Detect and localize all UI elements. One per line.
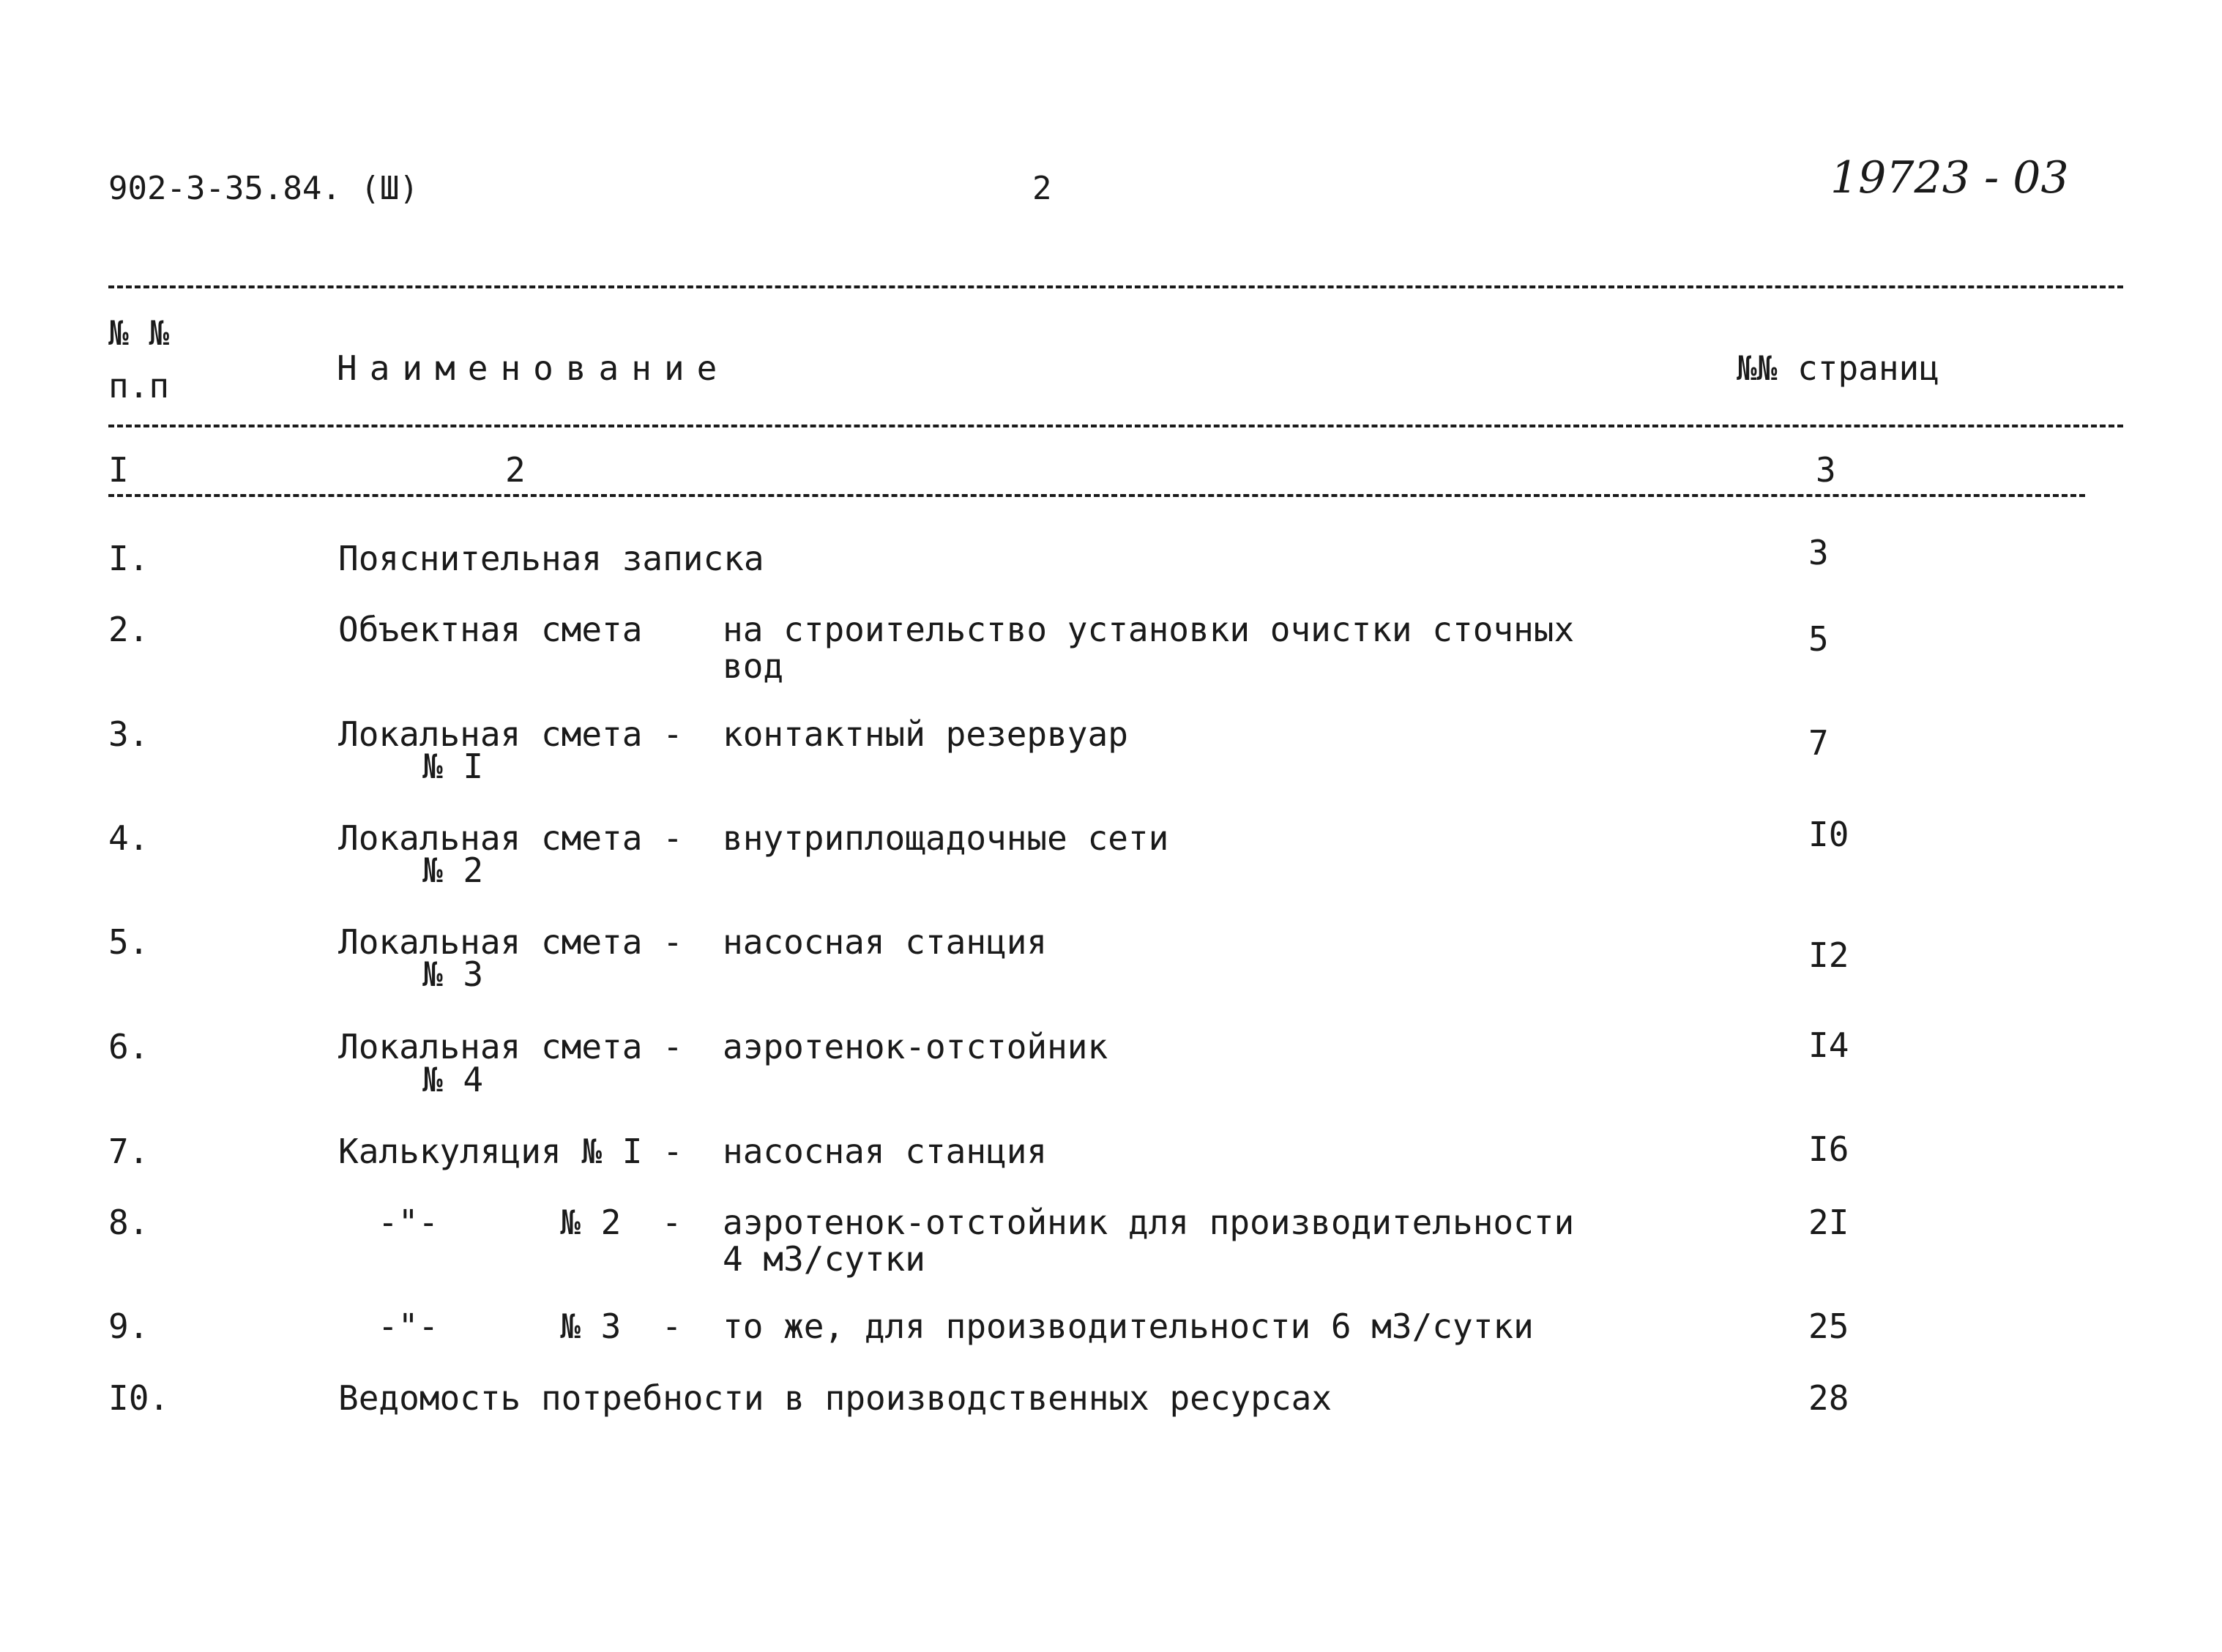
row-subnumber: № I <box>422 747 484 786</box>
row-number: 3. <box>108 714 149 754</box>
row-page: 2I <box>1808 1203 1849 1242</box>
row-page: 5 <box>1808 619 1829 659</box>
row-description: внутриплощадочные сети <box>723 818 1169 858</box>
table-index-rule <box>108 494 2085 497</box>
table-header-rule <box>108 425 2123 427</box>
row-page: 7 <box>1808 723 1829 763</box>
row-description: то же, для производительности 6 м3/сутки <box>723 1307 1534 1346</box>
row-number: 2. <box>108 610 149 649</box>
row-description: насосная станция <box>723 922 1048 962</box>
row-title: -"- № 2 - <box>378 1203 682 1242</box>
row-description: аэротенок-отстойник <box>723 1027 1108 1066</box>
row-title: -"- № 3 - <box>378 1307 682 1346</box>
row-page: 28 <box>1808 1378 1849 1418</box>
row-number: 4. <box>108 818 149 858</box>
row-title: Объектная смета <box>338 610 643 649</box>
col-num-header-line2: п.п <box>108 366 170 405</box>
row-page: I6 <box>1808 1129 1849 1169</box>
row-description: контактный резервуар <box>723 714 1128 754</box>
row-number: 7. <box>108 1132 149 1171</box>
page-number: 2 <box>1032 170 1052 207</box>
row-title: Ведомость потребности в производственных ресурсах <box>338 1378 1332 1418</box>
row-number: I0. <box>108 1378 170 1418</box>
row-description: насосная станция <box>723 1132 1048 1171</box>
document-code: 902-3-35.84. (Ш) <box>108 170 419 207</box>
handwritten-number: 19723 - 03 <box>1830 152 2069 203</box>
row-page: I0 <box>1808 815 1849 854</box>
row-number: I. <box>108 539 149 578</box>
row-page: I2 <box>1808 935 1849 975</box>
row-number: 8. <box>108 1203 149 1242</box>
row-number: 6. <box>108 1027 149 1066</box>
row-description: на строительство установки очистки сточных <box>723 610 1575 649</box>
row-page: 25 <box>1808 1307 1849 1346</box>
col-name-header: Наименование <box>337 348 730 388</box>
row-subnumber: № 4 <box>422 1060 484 1099</box>
row-description-cont: 4 м3/сутки <box>723 1239 925 1279</box>
row-title: Калькуляция № I - <box>338 1132 683 1171</box>
row-subnumber: № 3 <box>422 954 484 994</box>
row-page: I4 <box>1808 1025 1849 1065</box>
row-subnumber: № 2 <box>422 851 484 890</box>
col-pages-header: №№ страниц <box>1737 348 1939 388</box>
col-num-header-line1: № № <box>108 313 170 353</box>
table-top-rule <box>108 285 2123 288</box>
row-number: 5. <box>108 922 149 962</box>
col-index-1: I <box>108 450 129 490</box>
row-number: 9. <box>108 1307 149 1346</box>
row-description-cont: вод <box>723 646 784 686</box>
row-title: Локальная смета - <box>338 1027 683 1066</box>
row-title: Локальная смета - <box>338 922 683 962</box>
row-title: Пояснительная записка <box>338 539 764 578</box>
row-page: 3 <box>1808 533 1829 572</box>
col-index-2: 2 <box>505 450 526 490</box>
col-index-3: 3 <box>1816 450 1836 490</box>
row-title: Локальная смета - <box>338 714 683 754</box>
row-description: аэротенок-отстойник для производительности <box>723 1203 1575 1242</box>
row-title: Локальная смета - <box>338 818 683 858</box>
